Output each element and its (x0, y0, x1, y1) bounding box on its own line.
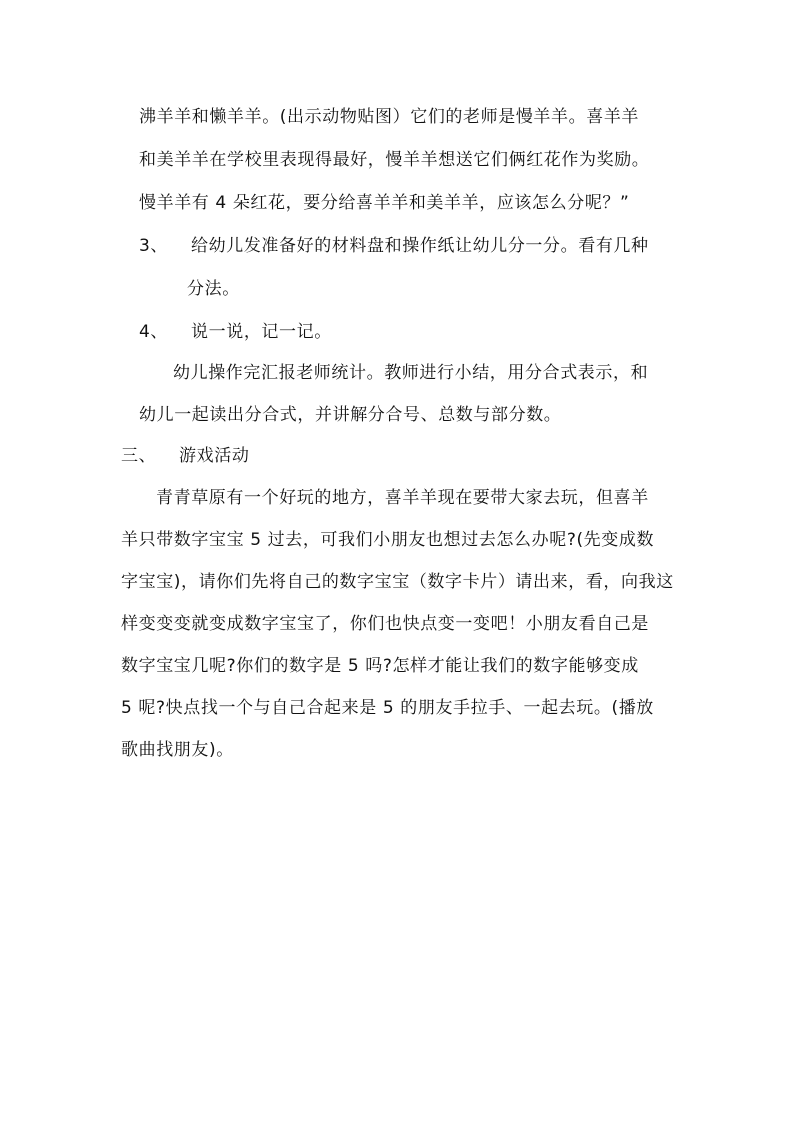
game-line-6: 5 呢?快点找一个与自己合起来是 5 的朋友手拉手、一起去玩。(播放 (121, 698, 654, 718)
game-line-5: 数字宝宝几呢?你们的数字是 5 吗?怎样才能让我们的数字能够变成 (121, 656, 639, 676)
summary-line-1: 幼儿操作完汇报老师统计。教师进行小结，用分合式表示，和 (173, 363, 649, 383)
game-line-4: 样变变变就变成数字宝宝了，你们也快点变一变吧！小朋友看自己是 (121, 614, 649, 634)
intro-line-2: 和美羊羊在学校里表现得最好，慢羊羊想送它们俩红花作为奖励。 (139, 150, 650, 170)
game-line-7: 歌曲找朋友)。 (121, 740, 234, 760)
section-3-number: 三、 (121, 446, 157, 466)
step-3-text: 给幼儿发准备好的材料盘和操作纸让幼儿分一分。看有几种 (191, 236, 649, 256)
intro-line-1: 沸羊羊和懒羊羊。(出示动物贴图）它们的老师是慢羊羊。喜羊羊 (139, 107, 640, 127)
step-3-continuation: 分法。 (187, 279, 240, 299)
step-4-line (139, 321, 332, 343)
game-line-3: 字宝宝)，请你们先将自己的数字宝宝（数字卡片）请出来，看，向我这 (121, 572, 674, 592)
section-3-title: 游戏活动 (179, 446, 250, 466)
section-3-heading (121, 445, 249, 467)
summary-line-2: 幼儿一起读出分合式，并讲解分合号、总数与部分数。 (139, 405, 562, 425)
step-4-number: 4、 (139, 322, 169, 342)
game-line-1: 青青草原有一个好玩的地方，喜羊羊现在要带大家去玩，但喜羊 (156, 488, 649, 508)
step-3-number: 3、 (139, 236, 169, 256)
intro-line-3: 慢羊羊有 4 朵红花，要分给喜羊羊和美羊羊，应该怎么分呢？” (139, 193, 630, 213)
game-line-2: 羊只带数字宝宝 5 过去，可我们小朋友也想过去怎么办呢?(先变成数 (121, 530, 655, 550)
step-4-text: 说一说，记一记。 (191, 322, 332, 342)
step-3-line (139, 235, 649, 257)
